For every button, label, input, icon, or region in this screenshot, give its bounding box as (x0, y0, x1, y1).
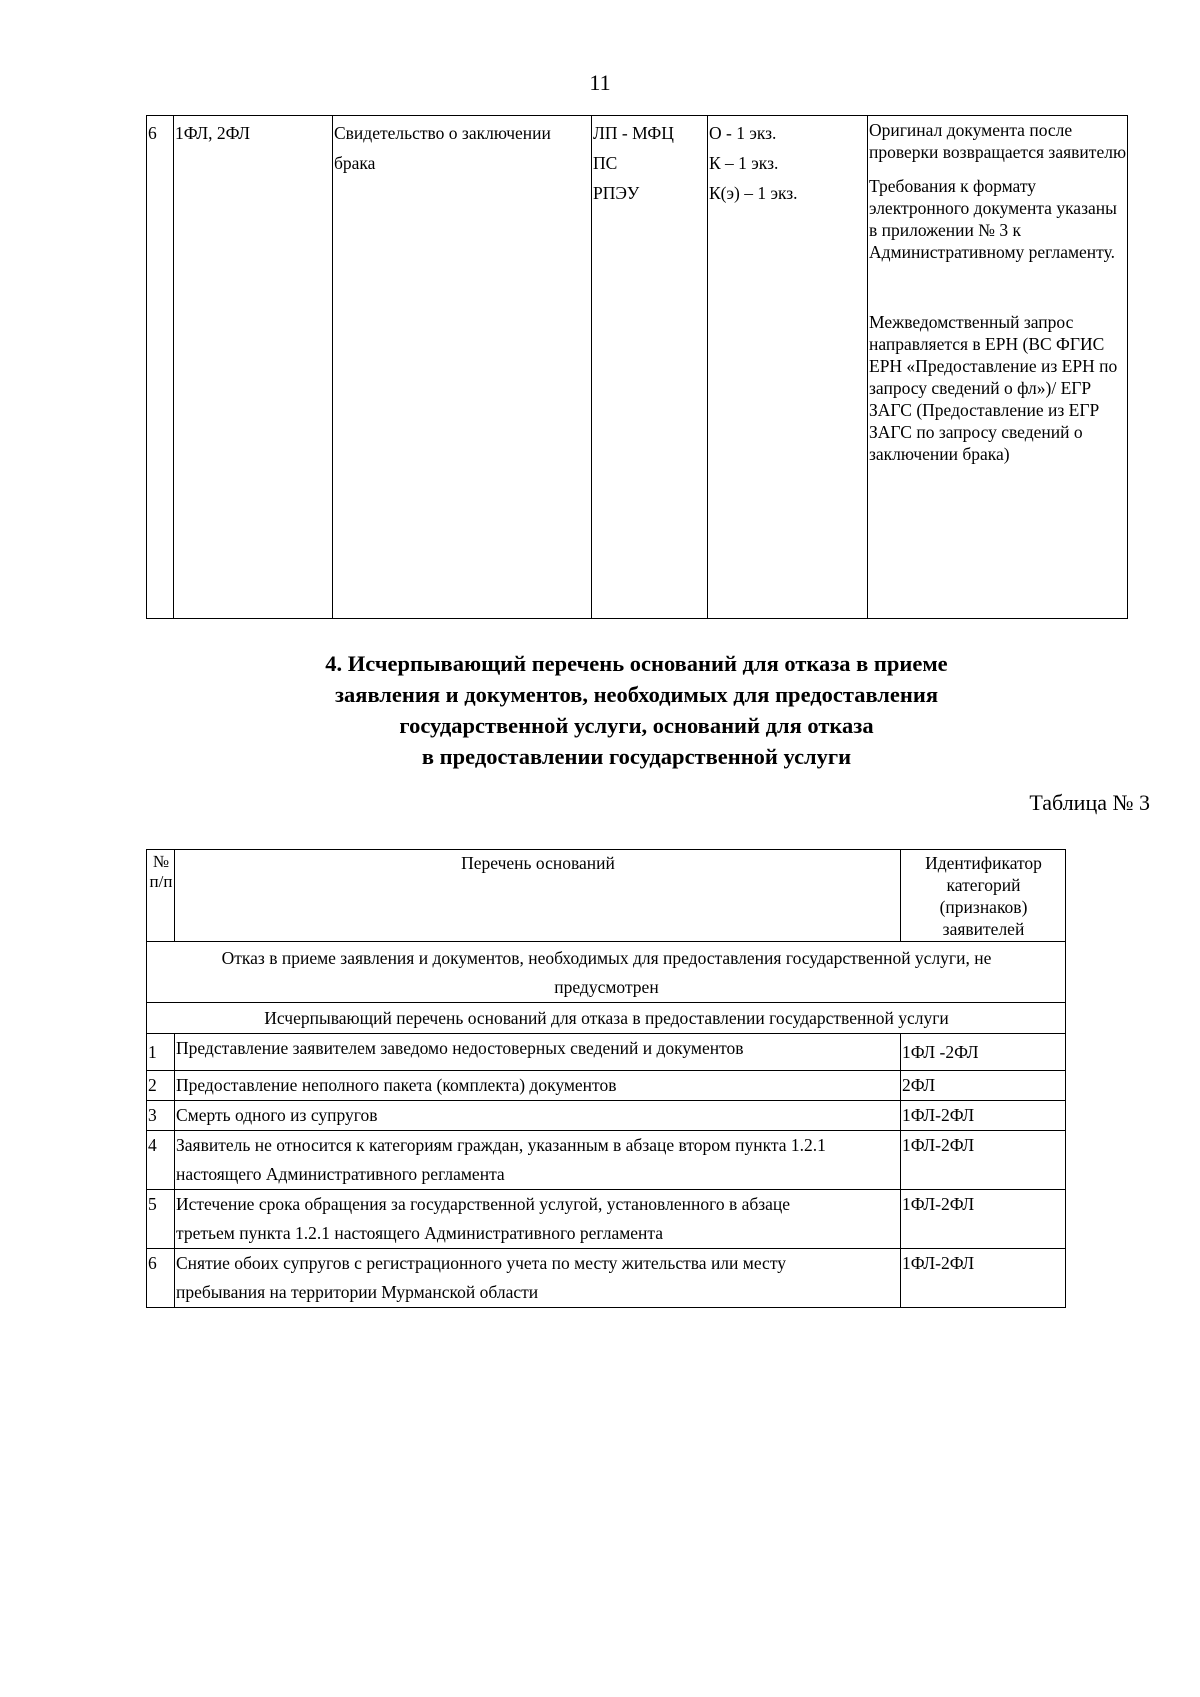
submission-methods: ЛП - МФЦ ПС РПЭУ (592, 116, 708, 619)
applicant-identifier: 1ФЛ -2ФЛ (901, 1034, 1066, 1071)
header-identifier: Идентификатор категорий (признаков) заявителей (901, 850, 1066, 942)
table-row (147, 116, 1128, 619)
reason-text: Снятие обоих супругов с регистрационного учета по месту жительства или месту пребывания на территории Мурманской области (175, 1249, 901, 1308)
row-number: 5 (147, 1190, 175, 1249)
notes-cell (868, 116, 1128, 619)
refusal-provision-heading: Исчерпывающий перечень оснований для отказа в предоставлении государственной услуги (147, 1003, 1066, 1034)
row-number: 6 (147, 116, 174, 619)
table-row (147, 1071, 1066, 1101)
row-number: 2 (147, 1071, 175, 1101)
row-number: 4 (147, 1131, 175, 1190)
reason-text: Истечение срока обращения за государственной услугой, установленного в абзаце третьем пункта 1.2.1 настоящего Административного регламента (175, 1190, 901, 1249)
note-original-return: Оригинал документа после проверки возвращается заявителю (869, 120, 1127, 162)
table-row (147, 1249, 1066, 1308)
reason-text: Представление заявителем заведомо недостоверных сведений и документов (175, 1034, 901, 1071)
refusal-reasons-table (146, 849, 1066, 1308)
documents-table-continuation (146, 115, 1128, 619)
refusal-reception-note: Отказ в приеме заявления и документов, необходимых для предоставления государственной услуги, не предусмотрен (147, 942, 1066, 1003)
section-title: 4. Исчерпывающий перечень оснований для отказа в приеме заявления и документов, необходимых для предоставления государственной услуги, оснований для отказа в предоставлении государственной услуги (325, 651, 948, 769)
row-number: 3 (147, 1101, 175, 1131)
page-number: 11 (589, 70, 611, 95)
applicant-identifier: 1ФЛ-2ФЛ (901, 1131, 1066, 1190)
applicant-identifier: 2ФЛ (901, 1071, 1066, 1101)
row-number: 6 (147, 1249, 175, 1308)
header-number: № п/п (147, 850, 175, 942)
table-row (147, 1034, 1066, 1071)
applicant-categories: 1ФЛ, 2ФЛ (174, 116, 333, 619)
row-number: 1 (147, 1034, 175, 1071)
table-row (147, 1190, 1066, 1249)
table-row (147, 1101, 1066, 1131)
table-row (147, 942, 1066, 1003)
table-row (147, 1131, 1066, 1190)
reason-text: Смерть одного из супругов (175, 1101, 901, 1131)
note-interagency-request: Межведомственный запрос направляется в ЕРН (ВС ФГИС ЕРН «Предоставление из ЕРН по запросу сведений о фл»)/ ЕГР ЗАГС (Предоставление из ЕГР ЗАГС по запросу сведений о заключении брака) (869, 312, 1118, 464)
document-name: Свидетельство о заключении брака (333, 116, 592, 619)
header-row (147, 850, 1066, 942)
applicant-identifier: 1ФЛ-2ФЛ (901, 1249, 1066, 1308)
applicant-identifier: 1ФЛ-2ФЛ (901, 1190, 1066, 1249)
reason-text: Предоставление неполного пакета (комплекта) документов (175, 1071, 901, 1101)
copies-count: О - 1 экз. К – 1 экз. К(э) – 1 экз. (708, 116, 868, 619)
table-caption: Таблица № 3 (1029, 790, 1150, 815)
applicant-identifier: 1ФЛ-2ФЛ (901, 1101, 1066, 1131)
note-format-requirements: Требования к формату электронного документа указаны в приложении № 3 к Административному регламенту. (869, 176, 1117, 262)
header-reasons: Перечень оснований (175, 850, 901, 942)
reason-text: Заявитель не относится к категориям граждан, указанным в абзаце втором пункта 1.2.1 настоящего Административного регламента (175, 1131, 901, 1190)
table-row (147, 1003, 1066, 1034)
